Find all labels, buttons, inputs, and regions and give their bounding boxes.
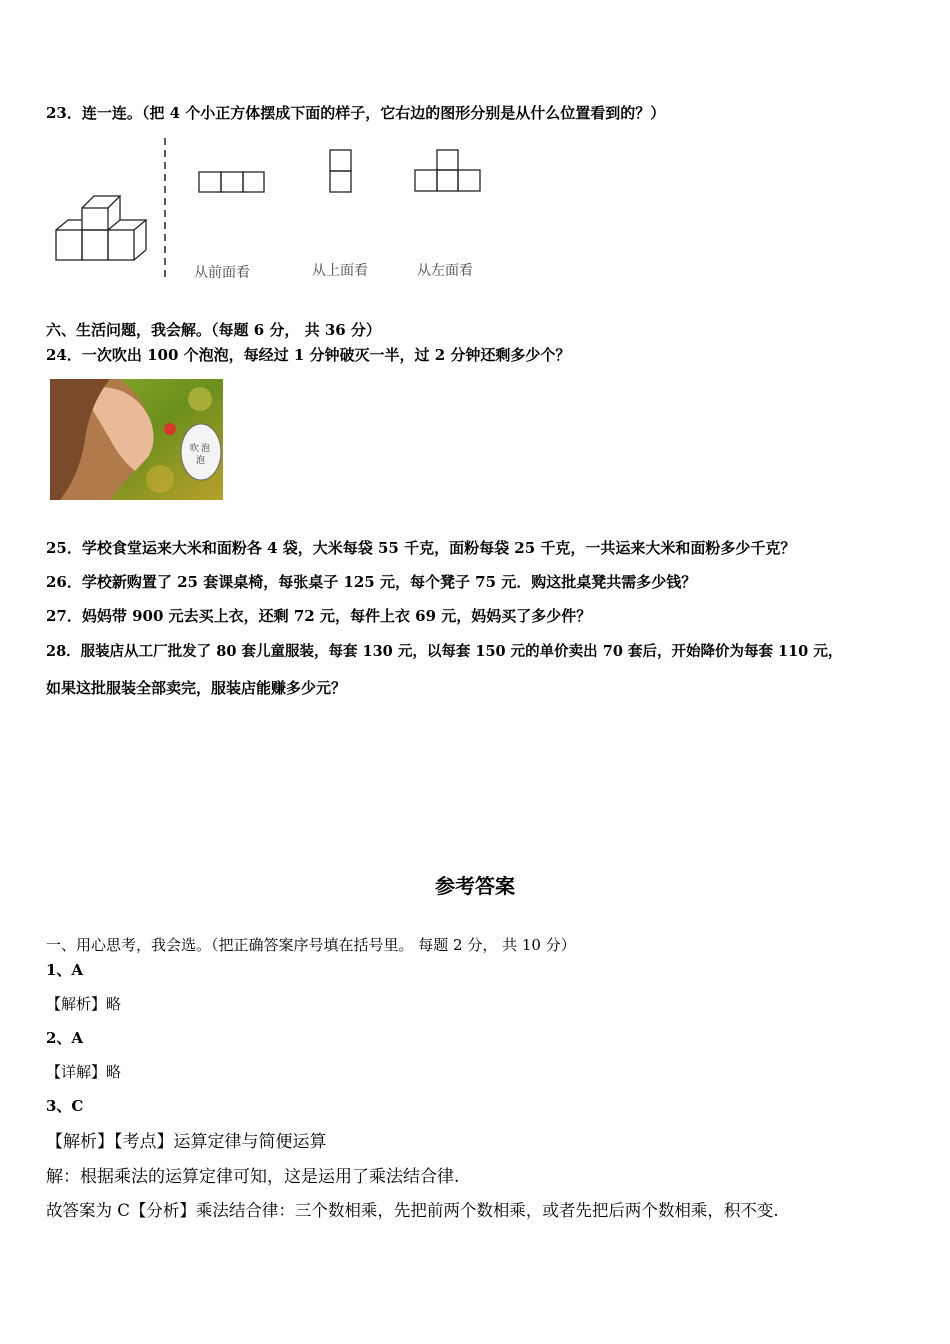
question-24: 24．一次吹出 100 个泡泡，每经过 1 分钟破灭一半，过 2 分钟还剩多少个？: [46, 346, 571, 364]
cube-stack-drawing: [56, 196, 146, 260]
label-front-view: 从前面看: [194, 265, 250, 281]
answer-2-note: 【详解】略: [46, 1063, 122, 1081]
answer-3-solution: 解：根据乘法的运算定律可知，这是运用了乘法结合律.: [46, 1167, 460, 1187]
answer-1: 1、A: [46, 961, 84, 979]
front-view-drawing: [199, 172, 264, 192]
answer-3-final: 故答案为 C【分析】乘法结合律：三个数相乘，先把前两个数相乘，或者先把后两个数相乘，积不变.: [46, 1201, 779, 1220]
question-27: 27．妈妈带 900 元去买上衣，还剩 72 元，每件上衣 69 元，妈妈买了多少件？: [46, 607, 592, 625]
answers-title: 参考答案: [435, 874, 515, 898]
section-6-header: 六、生活问题，我会解。（每题 6 分， 共 36 分）: [46, 321, 381, 339]
label-left-view: 从左面看: [417, 263, 473, 279]
left-view-drawing: [415, 150, 480, 191]
bubble-text-1: 吹: [190, 444, 200, 454]
answer-1-note: 【解析】略: [46, 995, 122, 1013]
question-23: 23．连一连。（把 4 个小正方体摆成下面的样子，它右边的图形分别是从什么位置看到的？）: [46, 104, 666, 122]
cube-views-figure: [46, 132, 506, 292]
answer-2: 2、A: [46, 1029, 84, 1047]
bubble-text-2: 泡: [201, 444, 211, 454]
girl-blowing-bubbles-photo: [50, 379, 223, 500]
question-28-line-2: 如果这批服装全部卖完，服装店能赚多少元？: [46, 679, 347, 697]
answer-3: 3、C: [46, 1097, 84, 1115]
label-top-view: 从上面看: [312, 263, 368, 279]
question-26: 26．学校新购置了 25 套课桌椅，每张桌子 125 元，每个凳子 75 元．购这批桌凳共需多少钱？: [46, 573, 697, 591]
question-25: 25．学校食堂运来大米和面粉各 4 袋，大米每袋 55 千克，面粉每袋 25 千克，一共运来大米和面粉多少千克？: [46, 539, 796, 557]
bubble-text-3: 泡: [196, 456, 206, 466]
section-1-header: 一、用心思考，我会选。（把正确答案序号填在括号里。 每题 2 分， 共 10 分）: [46, 936, 576, 954]
answer-3-note: 【解析】【考点】运算定律与简便运算: [46, 1132, 327, 1152]
top-view-drawing: [330, 150, 351, 192]
question-28-line-1: 28．服装店从工厂批发了 80 套儿童服装，每套 130 元，以每套 150 元的单价卖出 70 套后，开始降价为每套 110 元，: [46, 643, 843, 660]
